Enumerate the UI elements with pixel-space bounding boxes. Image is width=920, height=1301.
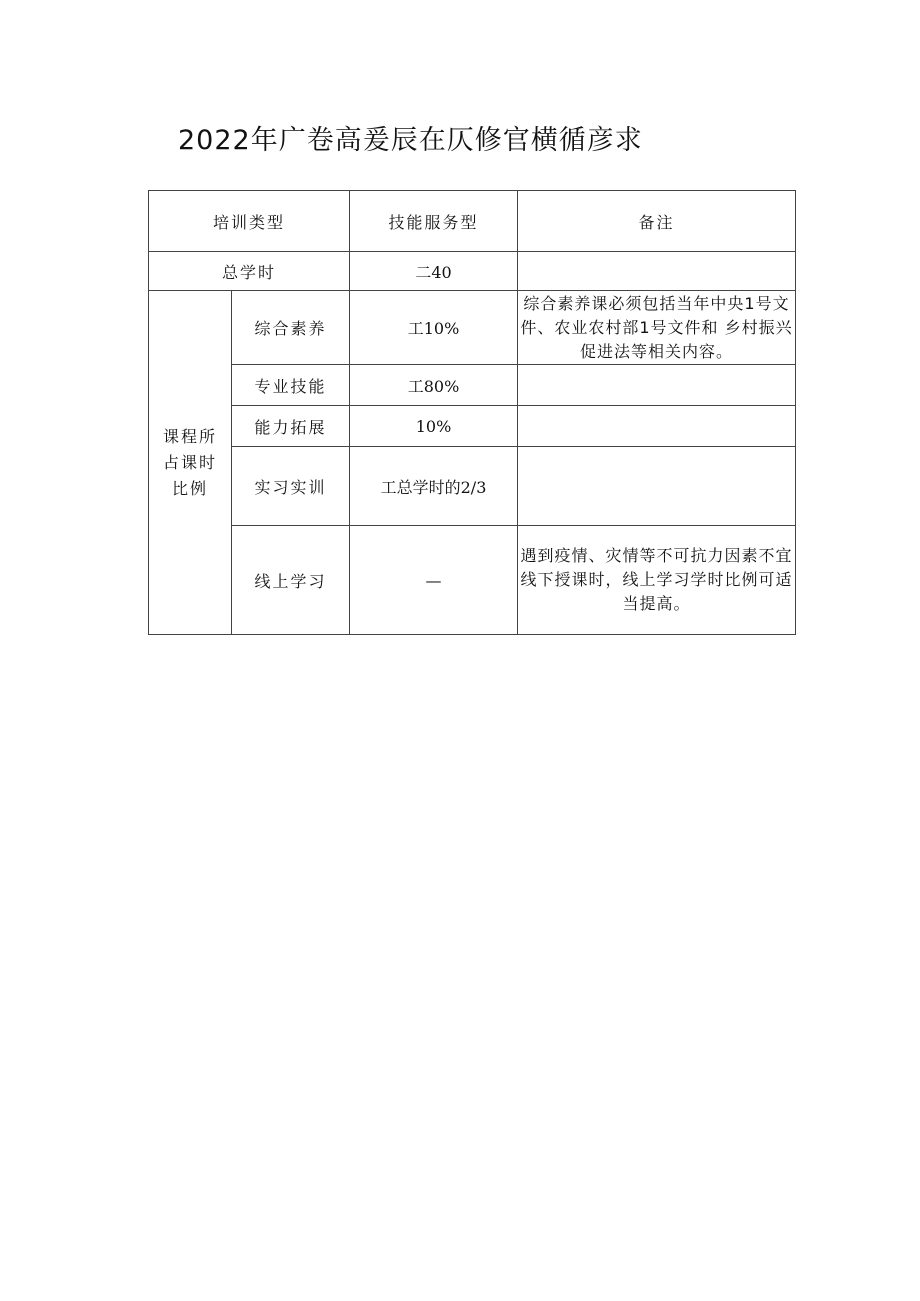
table-header-row	[149, 191, 796, 252]
table-row	[149, 406, 796, 447]
row-name: 线上学习	[232, 526, 350, 635]
row-value: —	[350, 526, 518, 635]
header-training-type: 培训类型	[149, 191, 350, 252]
row-value: 10%	[350, 406, 518, 447]
total-hours-label: 总学时	[149, 252, 350, 291]
table-row-total-hours	[149, 252, 796, 291]
document-title: 2022年广卷高爰辰在仄修官横循彦求	[178, 125, 643, 156]
row-note: 综合素养课必须包括当年中央1号文件、农业农村部1号文件和 乡村振兴促进法等相关内容。	[518, 291, 796, 365]
row-name: 实习实训	[232, 447, 350, 526]
table-row	[149, 447, 796, 526]
training-hours-table	[148, 190, 796, 635]
header-note: 备注	[518, 191, 796, 252]
table-row	[149, 291, 796, 365]
row-name: 综合素养	[232, 291, 350, 365]
header-service-type: 技能服务型	[350, 191, 518, 252]
course-ratio-group-label	[149, 291, 232, 635]
row-value: 工10%	[350, 291, 518, 365]
row-note: 遇到疫情、灾情等不可抗力因素不宜线下授课时，线上学习学时比例可适当提高。	[518, 526, 796, 635]
table-row	[149, 526, 796, 635]
row-name: 能力拓展	[232, 406, 350, 447]
row-note	[518, 365, 796, 406]
total-hours-note	[518, 252, 796, 291]
course-ratio-group-text: 课程所 占课时 比例	[162, 426, 217, 498]
row-value: 工80%	[350, 365, 518, 406]
row-note	[518, 406, 796, 447]
total-hours-value: 二40	[350, 252, 518, 291]
row-note	[518, 447, 796, 526]
row-name: 专业技能	[232, 365, 350, 406]
row-value: 工总学时的2/3	[350, 447, 518, 526]
table-row	[149, 365, 796, 406]
